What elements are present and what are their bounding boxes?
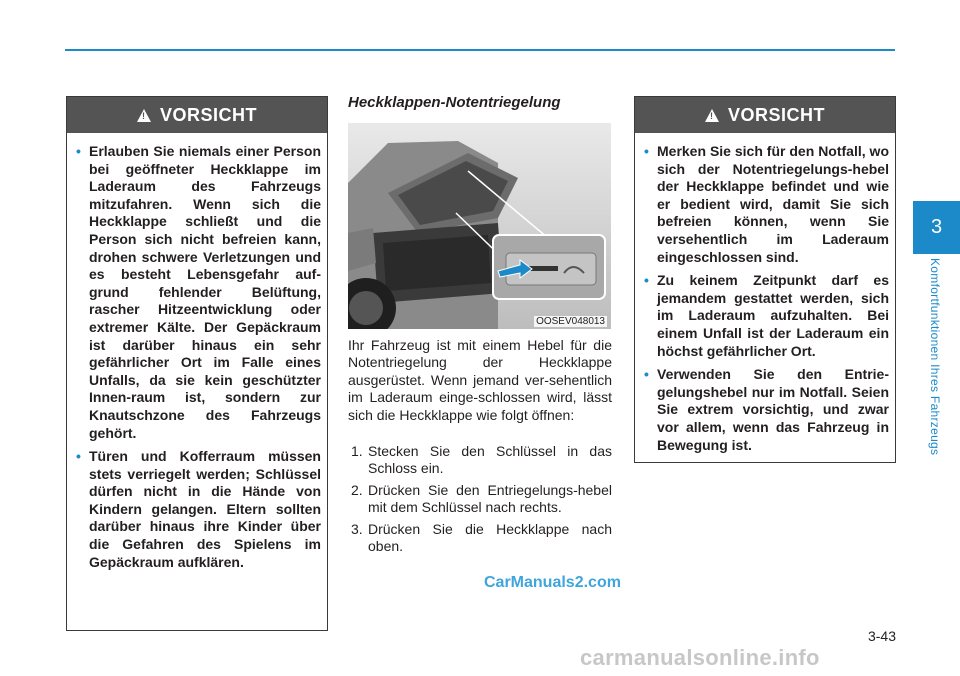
steps-list: [348, 443, 612, 559]
tailgate-illustration: [348, 123, 611, 329]
warning-item: • Zu keinem Zeitpunkt darf es jemandem gestattet werden, sich im Laderaum aufzuhalten. Bei einem Unfall ist der Laderaum ein höchst gefährlicher Ort.: [644, 272, 889, 359]
figure-code: OOSEV048013: [536, 316, 605, 327]
warning-triangle-icon: [137, 109, 151, 122]
left-warning-box: [66, 96, 328, 631]
page-number: 3-43: [867, 628, 896, 644]
warning-item: • Erlauben Sie niemals einer Person bei geöffneter Heckklappe im Laderaum des Fahrzeugs mitzufahren. Wenn sich die Heckklappe schließt und die Person sich nicht befreien kann, drohen schwere Verletzungen und es besteht Lebensgefahr auf-grund fehlender Belüftung, rascher Hitzeentwicklung oder extremer Kälte. Der Gepäckraum ist darüber hinaus ein sehr gefährlicher Ort im Falle eines Unfalls, da sie kein geschützter Innen-raum ist, sondern zur Knautschzone des Fahrzeugs gehört.: [76, 143, 321, 441]
section-title: Heckklappen-Notentriegelung: [348, 94, 561, 111]
warning-item: • Türen und Kofferraum müssen stets verriegelt werden; Schlüssel dürfen nicht in die Hände von Kindern gelangen. Eltern sollten darüber hinaus ihre Kinder über die Gefahren des Spielens im Gepäckraum aufklären.: [76, 448, 321, 570]
bullet-icon: •: [644, 143, 649, 159]
step-item: 1. Stecken Sie den Schlüssel in das Schloss ein.: [351, 443, 612, 477]
right-warning-box: [634, 96, 896, 463]
bullet-icon: •: [76, 143, 81, 159]
warning-triangle-icon: [705, 109, 719, 122]
warning-title: VORSICHT: [727, 104, 825, 125]
warning-item: • Verwenden Sie den Entrie-gelungshebel nur im Notfall. Seien Sie extrem vorsichtig, und zwar vor allem, wenn das Fahrzeug in Bewegung ist.: [644, 366, 889, 453]
bullet-icon: •: [644, 272, 649, 289]
warning-title: VORSICHT: [159, 104, 257, 125]
footer-watermark: carmanualsonline.info: [580, 645, 820, 670]
step-item: 3. Drücken Sie die Heckklappe nach oben.: [351, 520, 612, 555]
warning-header: [635, 97, 895, 133]
intro-paragraph: Ihr Fahrzeug ist mit einem Hebel für die Notentriegelung der Heckklappe ausgerüstet. Wenn jemand ver-sehentlich im Laderaum einge-schlossen wird, lässt sich die Heckklappe wie folgt öffnen:: [348, 337, 612, 423]
step-item: 2. Drücken Sie den Entriegelungs-hebel mit dem Schlüssel nach rechts.: [351, 481, 612, 516]
chapter-tab: [913, 201, 960, 254]
watermark-link[interactable]: CarManuals2.com: [484, 574, 621, 591]
tailgate-release-figure: [348, 123, 611, 329]
chapter-title: Komfortfunktionen Ihres Fahrzeugs: [928, 258, 942, 456]
bullet-icon: •: [644, 366, 649, 383]
warning-item: • Merken Sie sich für den Notfall, wo sich der Notentriegelungs-hebel der Heckklappe befindet und wie er bedient wird, damit Sie sich befreien können, wenn Sie versehentlich im Laderaum eingeschlossen sind.: [644, 143, 889, 265]
chapter-number: 3: [930, 216, 943, 238]
header-rule: [65, 49, 895, 51]
bullet-icon: •: [76, 448, 81, 465]
warning-header: [67, 97, 327, 133]
